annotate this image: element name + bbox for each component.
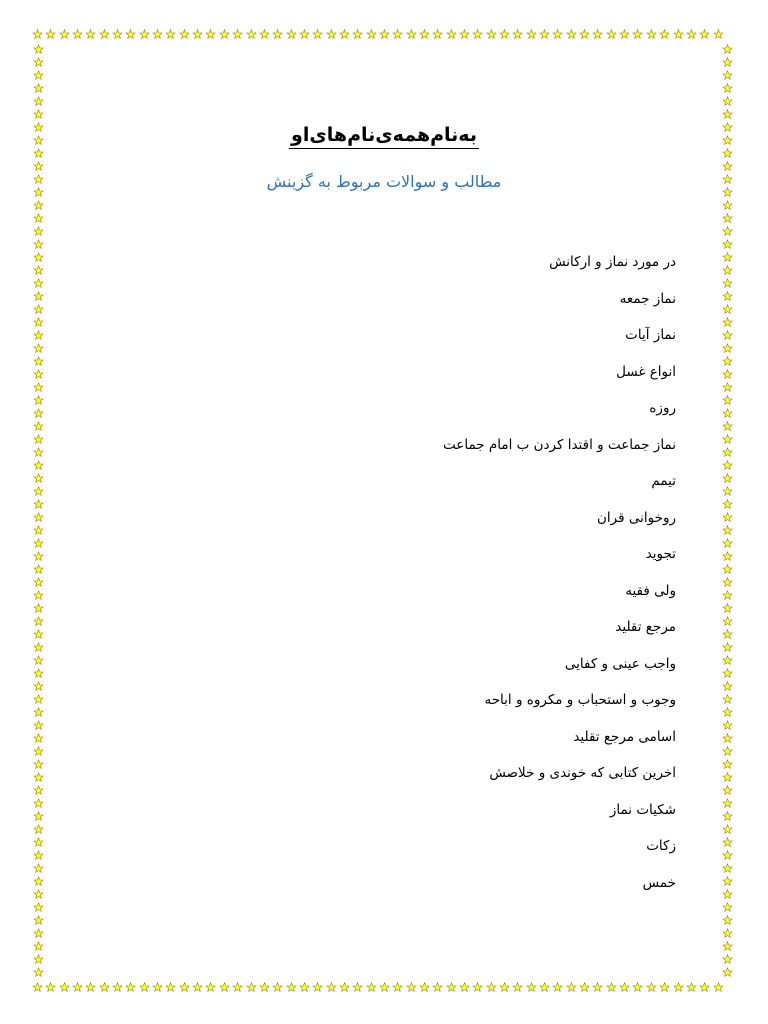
star-icon <box>33 330 44 341</box>
star-icon <box>32 982 43 993</box>
star-icon <box>722 811 733 822</box>
star-icon <box>722 538 733 549</box>
page-title-text: به‌نام‌همه‌ی‌نام‌های‌او <box>289 124 479 149</box>
star-icon <box>33 408 44 419</box>
star-icon <box>205 29 216 40</box>
star-icon <box>33 915 44 926</box>
star-icon <box>552 29 563 40</box>
star-icon <box>312 29 323 40</box>
star-icon <box>722 460 733 471</box>
star-icon <box>722 590 733 601</box>
list-item: ولی فقیه <box>625 582 676 599</box>
star-icon <box>722 96 733 107</box>
star-icon <box>722 330 733 341</box>
star-icon <box>722 824 733 835</box>
list-item: واجب عینی و کفایی <box>564 655 676 672</box>
star-icon <box>59 29 70 40</box>
star-icon <box>722 785 733 796</box>
star-icon <box>45 29 56 40</box>
star-icon <box>722 473 733 484</box>
star-icon <box>722 668 733 679</box>
star-icon <box>722 356 733 367</box>
star-icon <box>722 772 733 783</box>
star-icon <box>33 200 44 211</box>
star-icon <box>33 382 44 393</box>
list-item: نماز جمعه <box>619 290 676 307</box>
star-icon <box>192 982 203 993</box>
star-icon <box>699 29 710 40</box>
star-icon <box>272 29 283 40</box>
star-icon <box>722 915 733 926</box>
star-icon <box>33 434 44 445</box>
star-icon <box>722 681 733 692</box>
star-icon <box>312 982 323 993</box>
star-icon <box>379 982 390 993</box>
star-icon <box>722 291 733 302</box>
list-item: زکات <box>646 838 676 854</box>
star-icon <box>33 473 44 484</box>
star-icon <box>722 564 733 575</box>
star-icon <box>179 982 190 993</box>
star-icon <box>722 512 733 523</box>
star-icon <box>659 982 670 993</box>
star-icon <box>566 29 577 40</box>
star-icon <box>33 746 44 757</box>
list-item: تیمم <box>651 473 676 489</box>
star-icon <box>392 982 403 993</box>
star-icon <box>459 29 470 40</box>
star-icon <box>32 29 43 40</box>
star-icon <box>112 982 123 993</box>
list-item: مرجع تقلید <box>615 619 676 635</box>
star-icon <box>72 29 83 40</box>
star-icon <box>526 29 537 40</box>
star-icon <box>419 982 430 993</box>
star-icon <box>33 486 44 497</box>
star-icon <box>722 694 733 705</box>
star-icon <box>722 759 733 770</box>
star-icon <box>33 83 44 94</box>
star-icon <box>632 982 643 993</box>
list-item: خمس <box>642 874 676 891</box>
star-icon <box>33 655 44 666</box>
star-icon <box>722 863 733 874</box>
star-icon <box>722 252 733 263</box>
star-icon <box>326 29 337 40</box>
star-icon <box>366 982 377 993</box>
star-icon <box>722 876 733 887</box>
star-icon <box>722 603 733 614</box>
star-icon <box>33 356 44 367</box>
page-border-top <box>32 29 724 41</box>
star-icon <box>722 447 733 458</box>
star-icon <box>112 29 123 40</box>
star-icon <box>259 29 270 40</box>
star-icon <box>352 982 363 993</box>
star-icon <box>722 382 733 393</box>
star-icon <box>722 408 733 419</box>
star-icon <box>33 967 44 978</box>
star-icon <box>125 29 136 40</box>
star-icon <box>673 29 684 40</box>
star-icon <box>59 982 70 993</box>
star-icon <box>45 982 56 993</box>
star-icon <box>366 29 377 40</box>
star-icon <box>33 759 44 770</box>
star-icon <box>33 96 44 107</box>
star-icon <box>486 29 497 40</box>
star-icon <box>432 982 443 993</box>
star-icon <box>526 982 537 993</box>
star-icon <box>722 369 733 380</box>
star-icon <box>33 460 44 471</box>
star-icon <box>165 982 176 993</box>
star-icon <box>472 982 483 993</box>
star-icon <box>33 304 44 315</box>
star-icon <box>246 29 257 40</box>
star-icon <box>512 982 523 993</box>
list-item: نماز جماعت و اقتدا کردن ب امام جماعت <box>443 436 676 453</box>
star-icon <box>33 720 44 731</box>
star-icon <box>326 982 337 993</box>
star-icon <box>486 982 497 993</box>
star-icon <box>713 982 724 993</box>
star-icon <box>33 603 44 614</box>
star-icon <box>673 982 684 993</box>
page-border-bottom <box>32 982 724 994</box>
star-icon <box>632 29 643 40</box>
star-icon <box>446 982 457 993</box>
star-icon <box>722 109 733 120</box>
page-title <box>0 124 768 149</box>
star-icon <box>33 421 44 432</box>
page-subtitle: مطالب و سوالات مربوط به گزینش <box>266 172 502 191</box>
list-item: نماز آیات <box>625 327 676 343</box>
list-item: اخرین کتابی که خوندی و خلاصش <box>489 765 676 781</box>
star-icon <box>33 278 44 289</box>
star-icon <box>539 29 550 40</box>
star-icon <box>33 265 44 276</box>
star-icon <box>722 941 733 952</box>
star-icon <box>566 982 577 993</box>
star-icon <box>299 982 310 993</box>
star-icon <box>722 499 733 510</box>
star-icon <box>33 525 44 536</box>
star-icon <box>33 590 44 601</box>
star-icon <box>499 982 510 993</box>
list-item: روخوانی قران <box>597 509 676 526</box>
star-icon <box>33 70 44 81</box>
star-icon <box>722 720 733 731</box>
star-icon <box>33 785 44 796</box>
star-icon <box>33 850 44 861</box>
star-icon <box>152 982 163 993</box>
list-item: در مورد نماز و ارکانش <box>549 254 676 270</box>
star-icon <box>579 982 590 993</box>
star-icon <box>33 161 44 172</box>
star-icon <box>646 982 657 993</box>
star-icon <box>619 29 630 40</box>
star-icon <box>722 200 733 211</box>
star-icon <box>85 29 96 40</box>
star-icon <box>165 29 176 40</box>
star-icon <box>713 29 724 40</box>
star-icon <box>419 29 430 40</box>
star-icon <box>33 694 44 705</box>
star-icon <box>432 29 443 40</box>
star-icon <box>619 982 630 993</box>
star-icon <box>722 837 733 848</box>
star-icon <box>722 226 733 237</box>
star-icon <box>33 954 44 965</box>
list-item: انواع غسل <box>616 363 676 380</box>
star-icon <box>33 642 44 653</box>
star-icon <box>339 982 350 993</box>
star-icon <box>152 29 163 40</box>
star-icon <box>722 278 733 289</box>
star-icon <box>33 252 44 263</box>
star-icon <box>33 837 44 848</box>
star-icon <box>33 44 44 55</box>
star-icon <box>722 304 733 315</box>
star-icon <box>722 902 733 913</box>
star-icon <box>722 83 733 94</box>
star-icon <box>33 317 44 328</box>
star-icon <box>272 982 283 993</box>
topic-list <box>196 254 676 911</box>
star-icon <box>722 954 733 965</box>
star-icon <box>722 525 733 536</box>
list-item: تجوید <box>645 546 676 562</box>
star-icon <box>392 29 403 40</box>
star-icon <box>552 982 563 993</box>
star-icon <box>33 629 44 640</box>
star-icon <box>259 982 270 993</box>
list-item: اسامی مرجع تقلید <box>573 728 676 745</box>
star-icon <box>512 29 523 40</box>
star-icon <box>499 29 510 40</box>
star-icon <box>592 982 603 993</box>
star-icon <box>686 29 697 40</box>
star-icon <box>579 29 590 40</box>
star-icon <box>33 551 44 562</box>
star-icon <box>33 512 44 523</box>
star-icon <box>352 29 363 40</box>
star-icon <box>659 29 670 40</box>
list-item: شکیات نماز <box>609 801 676 818</box>
star-icon <box>722 707 733 718</box>
star-icon <box>179 29 190 40</box>
star-icon <box>33 616 44 627</box>
star-icon <box>722 746 733 757</box>
star-icon <box>99 29 110 40</box>
star-icon <box>33 564 44 575</box>
star-icon <box>722 213 733 224</box>
star-icon <box>33 538 44 549</box>
star-icon <box>722 70 733 81</box>
star-icon <box>722 889 733 900</box>
star-icon <box>286 29 297 40</box>
star-icon <box>722 44 733 55</box>
star-icon <box>446 29 457 40</box>
star-icon <box>72 982 83 993</box>
star-icon <box>722 967 733 978</box>
list-item: وجوب و استحباب و مکروه و اباحه <box>484 692 676 708</box>
star-icon <box>33 109 44 120</box>
star-icon <box>33 57 44 68</box>
star-icon <box>722 395 733 406</box>
star-icon <box>205 982 216 993</box>
star-icon <box>33 772 44 783</box>
star-icon <box>33 824 44 835</box>
star-icon <box>722 421 733 432</box>
star-icon <box>722 239 733 250</box>
star-icon <box>539 982 550 993</box>
star-icon <box>219 982 230 993</box>
star-icon <box>33 499 44 510</box>
star-icon <box>722 551 733 562</box>
star-icon <box>286 982 297 993</box>
star-icon <box>33 148 44 159</box>
star-icon <box>33 369 44 380</box>
star-icon <box>139 982 150 993</box>
star-icon <box>33 291 44 302</box>
star-icon <box>85 982 96 993</box>
star-icon <box>722 629 733 640</box>
list-item: روزه <box>649 400 676 416</box>
star-icon <box>722 434 733 445</box>
star-icon <box>192 29 203 40</box>
star-icon <box>606 29 617 40</box>
star-icon <box>33 213 44 224</box>
star-icon <box>722 148 733 159</box>
star-icon <box>33 928 44 939</box>
star-icon <box>379 29 390 40</box>
star-icon <box>33 863 44 874</box>
star-icon <box>33 577 44 588</box>
star-icon <box>459 982 470 993</box>
star-icon <box>33 226 44 237</box>
star-icon <box>722 317 733 328</box>
star-icon <box>592 29 603 40</box>
star-icon <box>722 343 733 354</box>
star-icon <box>722 798 733 809</box>
star-icon <box>33 733 44 744</box>
star-icon <box>139 29 150 40</box>
star-icon <box>232 982 243 993</box>
star-icon <box>232 29 243 40</box>
star-icon <box>722 161 733 172</box>
star-icon <box>33 343 44 354</box>
star-icon <box>722 57 733 68</box>
star-icon <box>699 982 710 993</box>
star-icon <box>33 707 44 718</box>
star-icon <box>606 982 617 993</box>
star-icon <box>33 447 44 458</box>
star-icon <box>33 902 44 913</box>
star-icon <box>33 798 44 809</box>
star-icon <box>33 811 44 822</box>
star-icon <box>99 982 110 993</box>
star-icon <box>406 982 417 993</box>
star-icon <box>33 941 44 952</box>
star-icon <box>33 239 44 250</box>
star-icon <box>246 982 257 993</box>
star-icon <box>33 889 44 900</box>
star-icon <box>299 29 310 40</box>
star-icon <box>722 577 733 588</box>
star-icon <box>406 29 417 40</box>
star-icon <box>722 850 733 861</box>
star-icon <box>219 29 230 40</box>
star-icon <box>722 616 733 627</box>
star-icon <box>125 982 136 993</box>
star-icon <box>33 395 44 406</box>
star-icon <box>686 982 697 993</box>
star-icon <box>722 486 733 497</box>
star-icon <box>472 29 483 40</box>
star-icon <box>722 733 733 744</box>
star-icon <box>33 668 44 679</box>
star-icon <box>33 681 44 692</box>
star-icon <box>722 265 733 276</box>
star-icon <box>339 29 350 40</box>
star-icon <box>722 655 733 666</box>
star-icon <box>646 29 657 40</box>
star-icon <box>33 876 44 887</box>
star-icon <box>722 928 733 939</box>
star-icon <box>722 642 733 653</box>
